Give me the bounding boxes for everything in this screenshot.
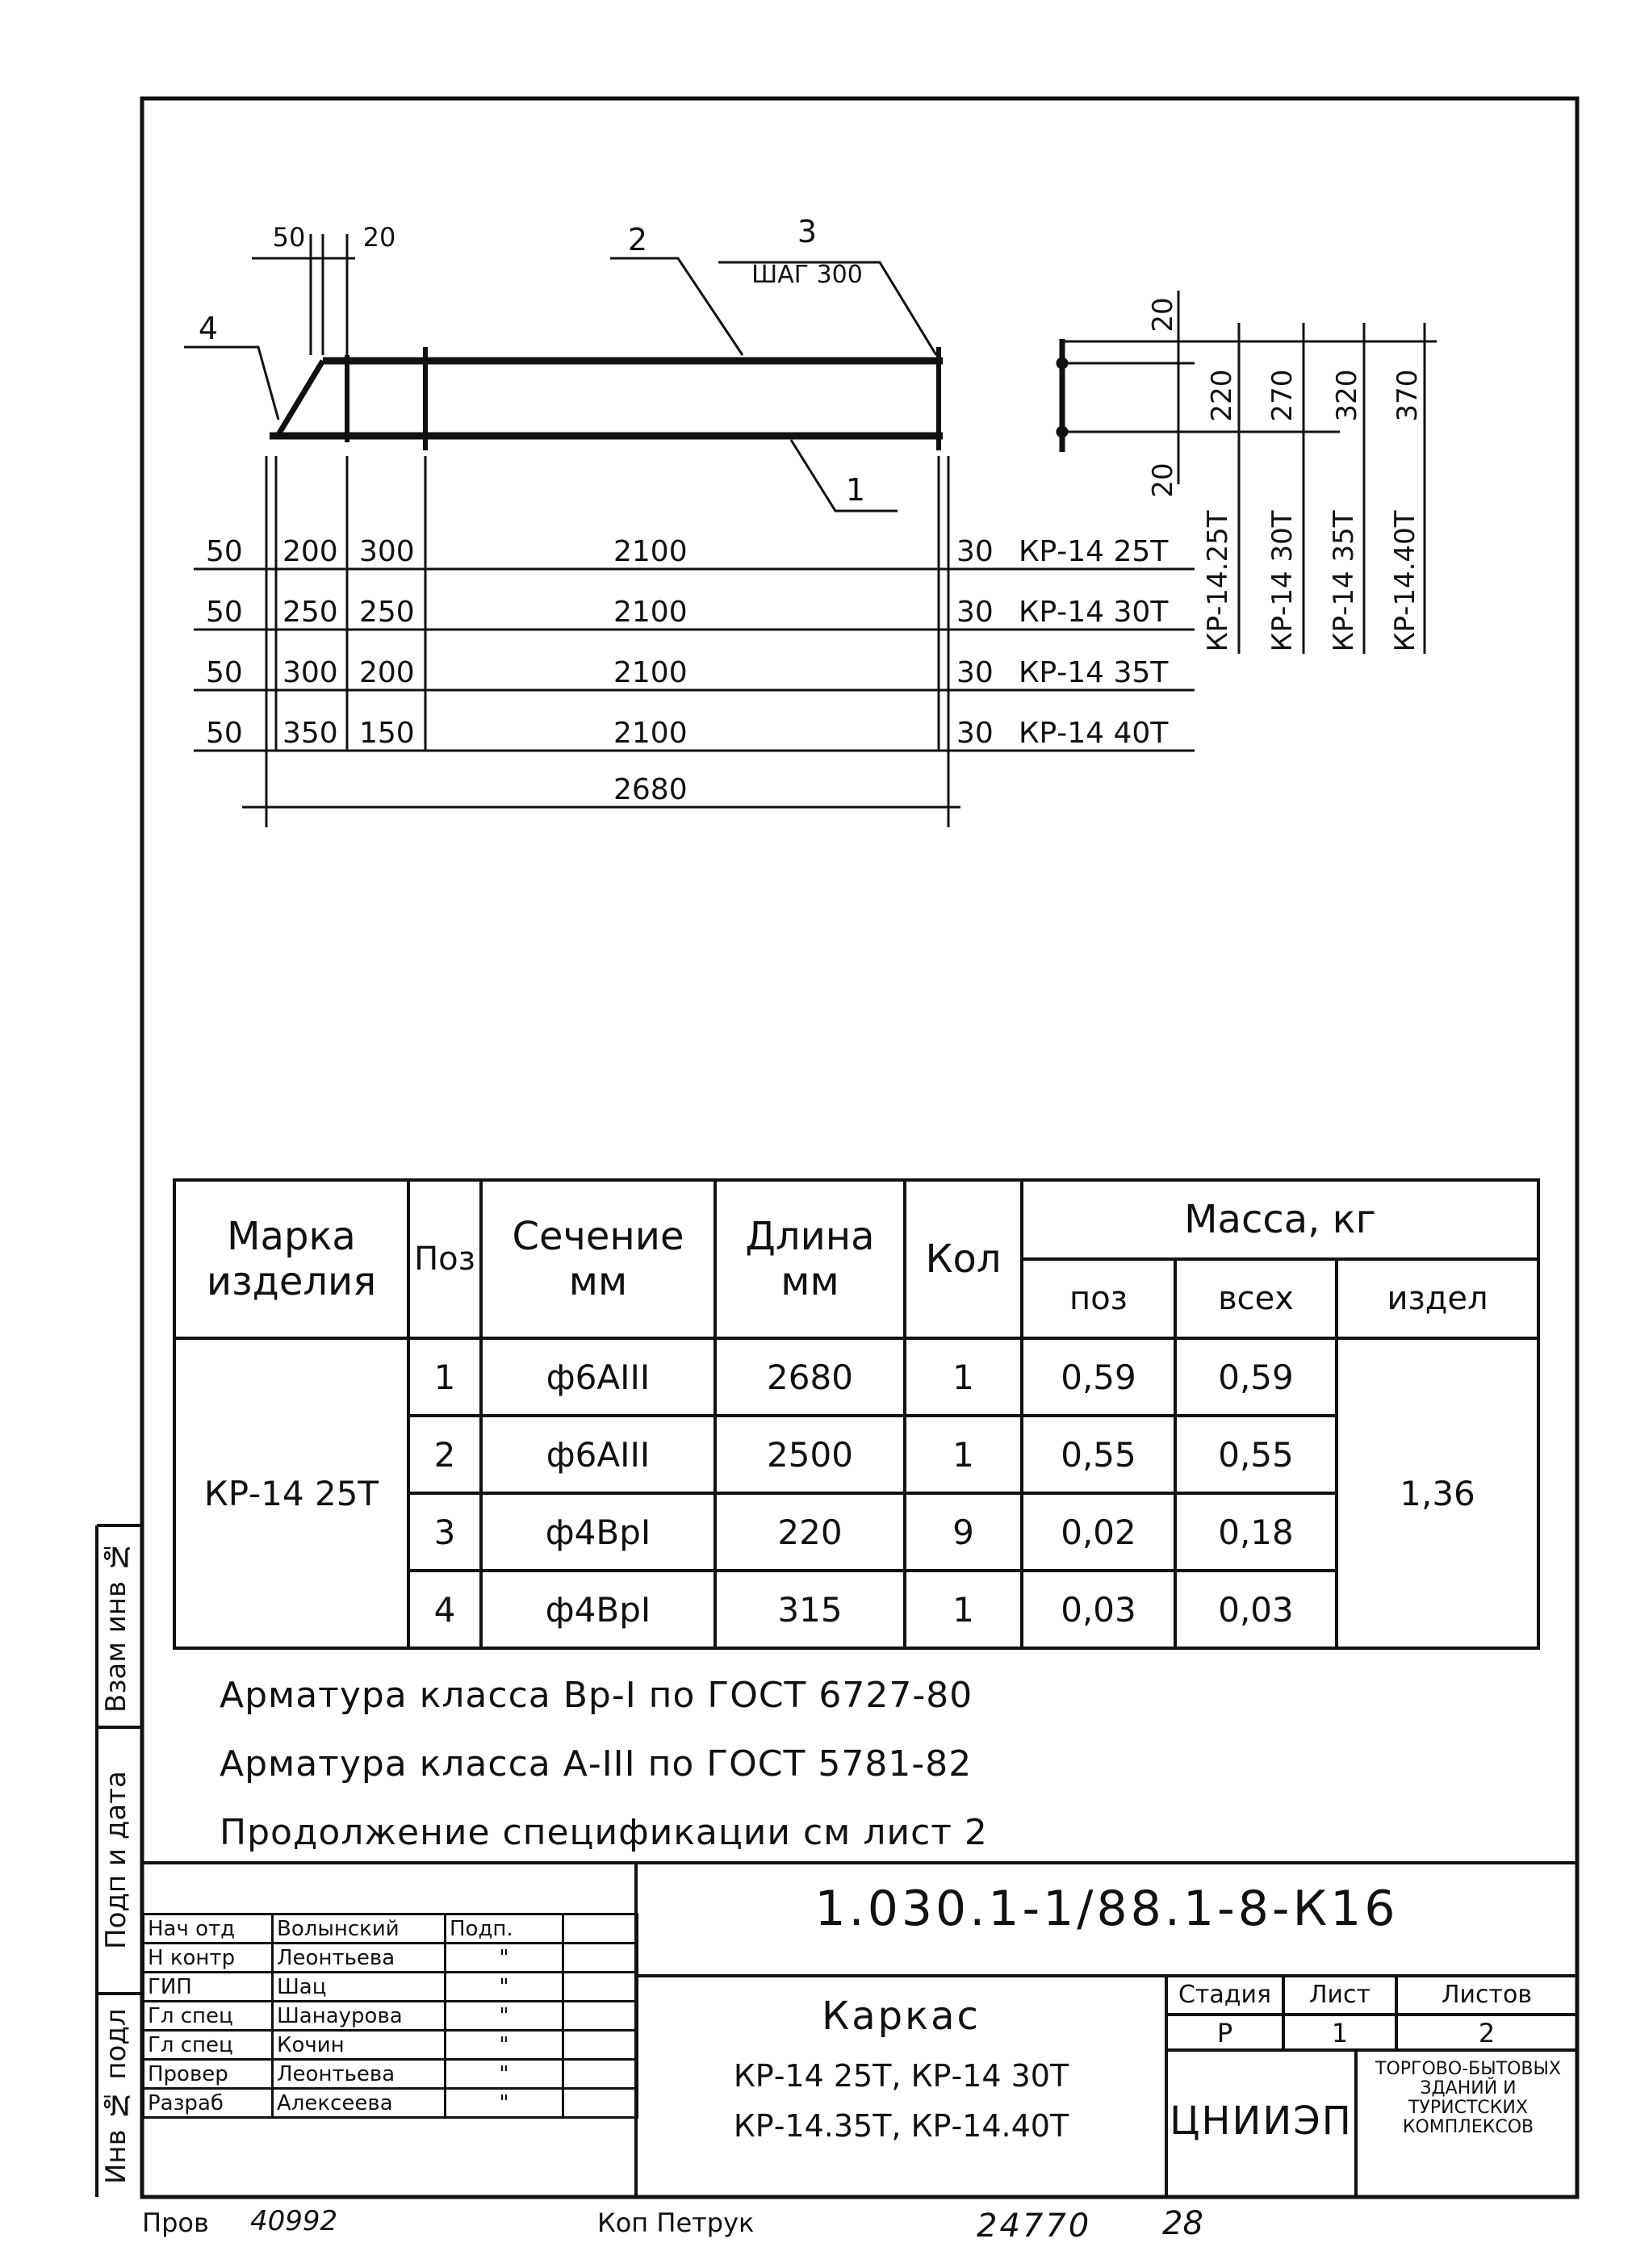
note-1: Арматура класса Вр-I по ГОСТ 6727-80 (220, 1675, 973, 1716)
section-mark-35: КР-14 35Т (1328, 510, 1360, 652)
dim-row-2-mark: КР-14 30Т (1019, 596, 1169, 629)
drawing-title-line3: КР-14.35Т, КР-14.40Т (733, 2108, 1069, 2144)
dim-row-4-a: 50 (206, 717, 243, 750)
row-4-pos: 4 (408, 1571, 481, 1648)
signatures-table (142, 1913, 638, 2119)
header-mass-item: издел (1337, 1259, 1538, 1338)
signer-sign: " (446, 2089, 563, 2118)
dim-total: 2680 (613, 773, 688, 806)
pos3-step-note: ШАГ 300 (751, 261, 863, 289)
footer-inv-number: 24770 (977, 2207, 1092, 2245)
footer-copied: Коп Петрук (597, 2207, 755, 2238)
dim-row-2-d: 2100 (613, 596, 688, 629)
note-3: Продолжение спецификации см лист 2 (220, 1812, 988, 1853)
org-description: ТОРГОВО-БЫТОВЫХ ЗДАНИЙ И ТУРИСТСКИХ КОМПЛЕКСОВ (1375, 2059, 1561, 2137)
section-mark-40: КР-14.40Т (1389, 510, 1421, 652)
signer-role: Разраб (144, 2089, 273, 2118)
pos-label-3: 3 (797, 214, 818, 249)
dim-row-3-mark: КР-14 35Т (1019, 656, 1169, 689)
pos-label-1: 1 (845, 472, 866, 508)
row-1-length: 2680 (715, 1338, 905, 1416)
signer-name: Алексеева (273, 2089, 446, 2118)
dim-row-2-b: 250 (282, 596, 338, 629)
signer-role: Нач отд (144, 1914, 273, 1944)
section-mark-25: КР-14.25Т (1202, 510, 1234, 652)
org-name: ЦНИИЭП (1170, 2099, 1353, 2144)
dim-top-20: 20 (362, 222, 396, 253)
footer-checked: Пров (142, 2207, 209, 2238)
signer-role: Гл спец (144, 2031, 273, 2060)
header-length: Длина мм (715, 1180, 905, 1338)
pos-label-4: 4 (198, 311, 219, 346)
row-3-mass-all: 0,18 (1175, 1493, 1337, 1571)
product-mark: КР-14 25Т (174, 1338, 408, 1648)
row-3-qty: 9 (905, 1493, 1022, 1571)
side-label-replace-inv: Взам инв № (100, 1540, 132, 1713)
drawing-title: Каркас (822, 1994, 981, 2039)
dim-row-3-c: 200 (359, 656, 415, 689)
row-1-mass-all: 0,59 (1175, 1338, 1337, 1416)
row-4-mass-pos: 0,03 (1022, 1571, 1175, 1648)
signer-role: Гл спец (144, 2002, 273, 2031)
doc-code: 1.030.1-1/88.1-8-К16 (814, 1881, 1399, 1937)
header-mass-all: всех (1175, 1259, 1337, 1338)
dim-row-4-mark: КР-14 40Т (1019, 717, 1169, 750)
row-2-pos: 2 (408, 1416, 481, 1493)
header-mark: Марка изделия (174, 1180, 408, 1338)
side-label-orig-inv: Инв № подл (100, 2008, 132, 2185)
dim-row-1-b: 200 (282, 535, 338, 568)
signer-name: Волынский (273, 1914, 446, 1944)
row-2-length: 2500 (715, 1416, 905, 1493)
row-4-mass-all: 0,03 (1175, 1571, 1337, 1648)
side-label-sign-date: Подп и дата (100, 1771, 132, 1950)
section-h-220: 220 (1206, 369, 1238, 422)
header-section: Сечение мм (481, 1180, 715, 1338)
row-1-qty: 1 (905, 1338, 1022, 1416)
header-mass-pos: поз (1022, 1259, 1175, 1338)
dim-row-3-d: 2100 (613, 656, 688, 689)
row-3-pos: 3 (408, 1493, 481, 1571)
section-mark-30: КР-14 30Т (1266, 510, 1299, 652)
signer-name: Шанаурова (273, 2002, 446, 2031)
signer-role: ГИП (144, 1973, 273, 2002)
sheets-value: 2 (1478, 2018, 1496, 2048)
signer-sign: " (446, 1944, 563, 1973)
row-4-section: ф4ВрI (481, 1571, 715, 1648)
signer-name: Кочин (273, 2031, 446, 2060)
dim-row-3-b: 300 (282, 656, 338, 689)
row-2-mass-all: 0,55 (1175, 1416, 1337, 1493)
dim-row-1-a: 50 (206, 535, 243, 568)
dim-row-1-mark: КР-14 25Т (1019, 535, 1169, 568)
row-2-section: ф6АIII (481, 1416, 715, 1493)
signer-sign: " (446, 1973, 563, 2002)
footer-page-number: 28 (1162, 2205, 1203, 2242)
row-2-mass-pos: 0,55 (1022, 1416, 1175, 1493)
signer-name: Леонтьева (273, 1944, 446, 1973)
signer-sign: " (446, 2031, 563, 2060)
footer-checked-num: 40992 (250, 2205, 338, 2237)
header-mass: Масса, кг (1022, 1180, 1538, 1259)
drawing-title-line2: КР-14 25Т, КР-14 30Т (733, 2058, 1069, 2094)
note-2: Арматура класса А-III по ГОСТ 5781-82 (220, 1743, 973, 1785)
dim-row-4-c: 150 (359, 717, 415, 750)
dim-row-3-a: 50 (206, 656, 243, 689)
row-3-length: 220 (715, 1493, 905, 1571)
dim-row-1-e: 30 (956, 535, 994, 568)
signer-role: Провер (144, 2060, 273, 2089)
row-3-section: ф4ВрI (481, 1493, 715, 1571)
header-pos: Поз (408, 1180, 481, 1338)
dim-row-4-e: 30 (956, 717, 994, 750)
section-edge-top: 20 (1147, 297, 1179, 333)
signer-sign: " (446, 2060, 563, 2089)
row-3-mass-pos: 0,02 (1022, 1493, 1175, 1571)
pos-label-2: 2 (627, 222, 648, 257)
stage-value: Р (1216, 2018, 1233, 2048)
signer-sign: " (446, 2002, 563, 2031)
dim-row-2-c: 250 (359, 596, 415, 629)
dim-row-3-e: 30 (956, 656, 994, 689)
row-1-pos: 1 (408, 1338, 481, 1416)
dim-row-1-c: 300 (359, 535, 415, 568)
dim-row-4-d: 2100 (613, 717, 688, 750)
stage-label: Стадия (1178, 1981, 1272, 2009)
signer-sign: Подп. (446, 1914, 563, 1944)
sheets-label: Листов (1441, 1981, 1533, 2009)
dim-row-1-d: 2100 (613, 535, 688, 568)
row-2-qty: 1 (905, 1416, 1022, 1493)
item-mass: 1,36 (1337, 1338, 1538, 1648)
row-1-mass-pos: 0,59 (1022, 1338, 1175, 1416)
dim-row-2-e: 30 (956, 596, 994, 629)
dim-row-2-a: 50 (206, 596, 243, 629)
section-h-270: 270 (1266, 369, 1299, 422)
signer-role: Н контр (144, 1944, 273, 1973)
signer-name: Шац (273, 1973, 446, 2002)
sheet-label: Лист (1308, 1981, 1371, 2009)
row-4-qty: 1 (905, 1571, 1022, 1648)
row-1-section: ф6АIII (481, 1338, 715, 1416)
section-edge-bottom: 20 (1147, 462, 1179, 498)
section-h-320: 320 (1331, 369, 1363, 422)
sheet-value: 1 (1331, 2018, 1349, 2048)
dim-row-4-b: 350 (282, 717, 338, 750)
header-qty: Кол (905, 1180, 1022, 1338)
signer-name: Леонтьева (273, 2060, 446, 2089)
section-h-370: 370 (1391, 369, 1424, 422)
dim-top-50: 50 (272, 222, 306, 253)
row-4-length: 315 (715, 1571, 905, 1648)
